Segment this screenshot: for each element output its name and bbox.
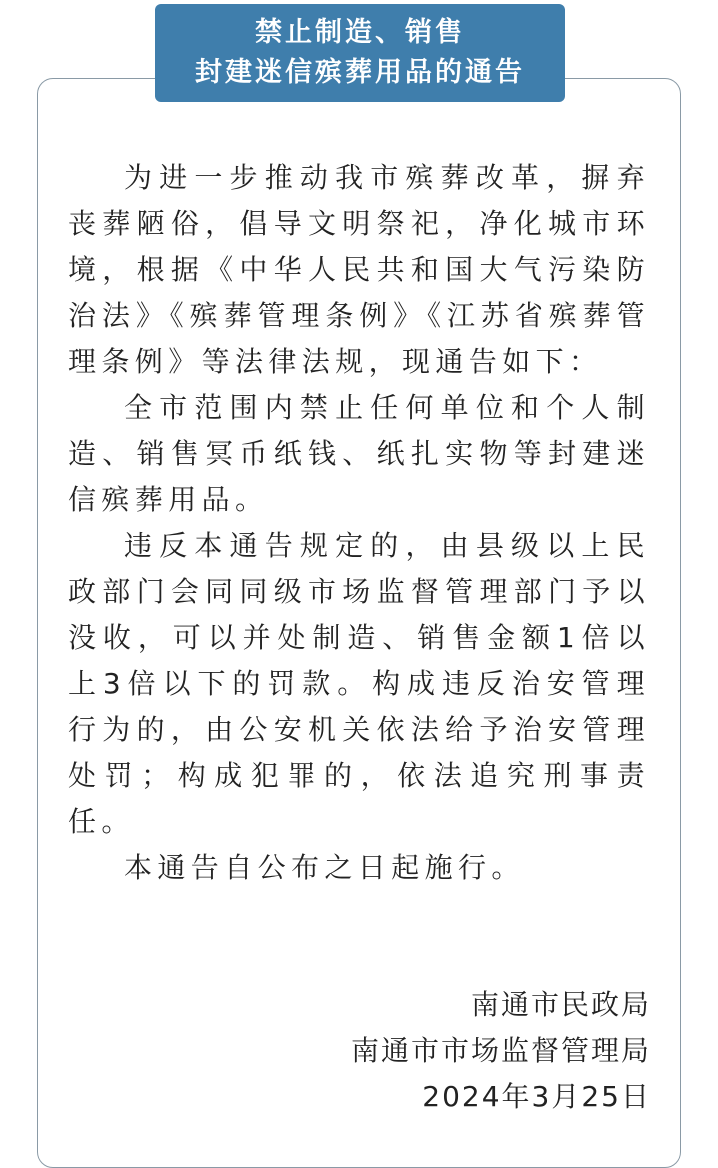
title-line-2: 封建迷信殡葬用品的通告 — [195, 57, 525, 88]
paragraph-prohibition: 全市范围内禁止任何单位和个人制造、销售冥币纸钱、纸扎实物等封建迷信殡葬用品。 — [68, 391, 650, 516]
notice-title-banner — [155, 4, 565, 102]
paragraph-penalty: 违反本通告规定的，由县级以上民政部门会同同级市场监督管理部门予以没收，可以并处制造、销售金额1倍以上3倍以下的罚款。构成违反治安管理行为的，由公安机关依法给予治安管理处罚；构成犯罪的，依法追究刑事责任。 — [68, 529, 650, 838]
notice-date: 2024年3月25日 — [422, 1080, 651, 1113]
issuer-civil-affairs: 南通市民政局 — [470, 988, 651, 1021]
title-line-1: 禁止制造、销售 — [255, 17, 465, 48]
paragraph-preamble: 为进一步推动我市殡葬改革，摒弃丧葬陋俗，倡导文明祭祀，净化城市环境，根据《中华人民共和国大气污染防治法》《殡葬管理条例》《江苏省殡葬管理条例》等法律法规，现通告如下： — [68, 161, 650, 378]
issuer-market-supervision: 南通市市场监督管理局 — [350, 1034, 651, 1067]
paragraph-effective: 本通告自公布之日起施行。 — [124, 851, 525, 884]
notice-signature — [351, 982, 651, 1120]
notice-body — [68, 155, 650, 891]
